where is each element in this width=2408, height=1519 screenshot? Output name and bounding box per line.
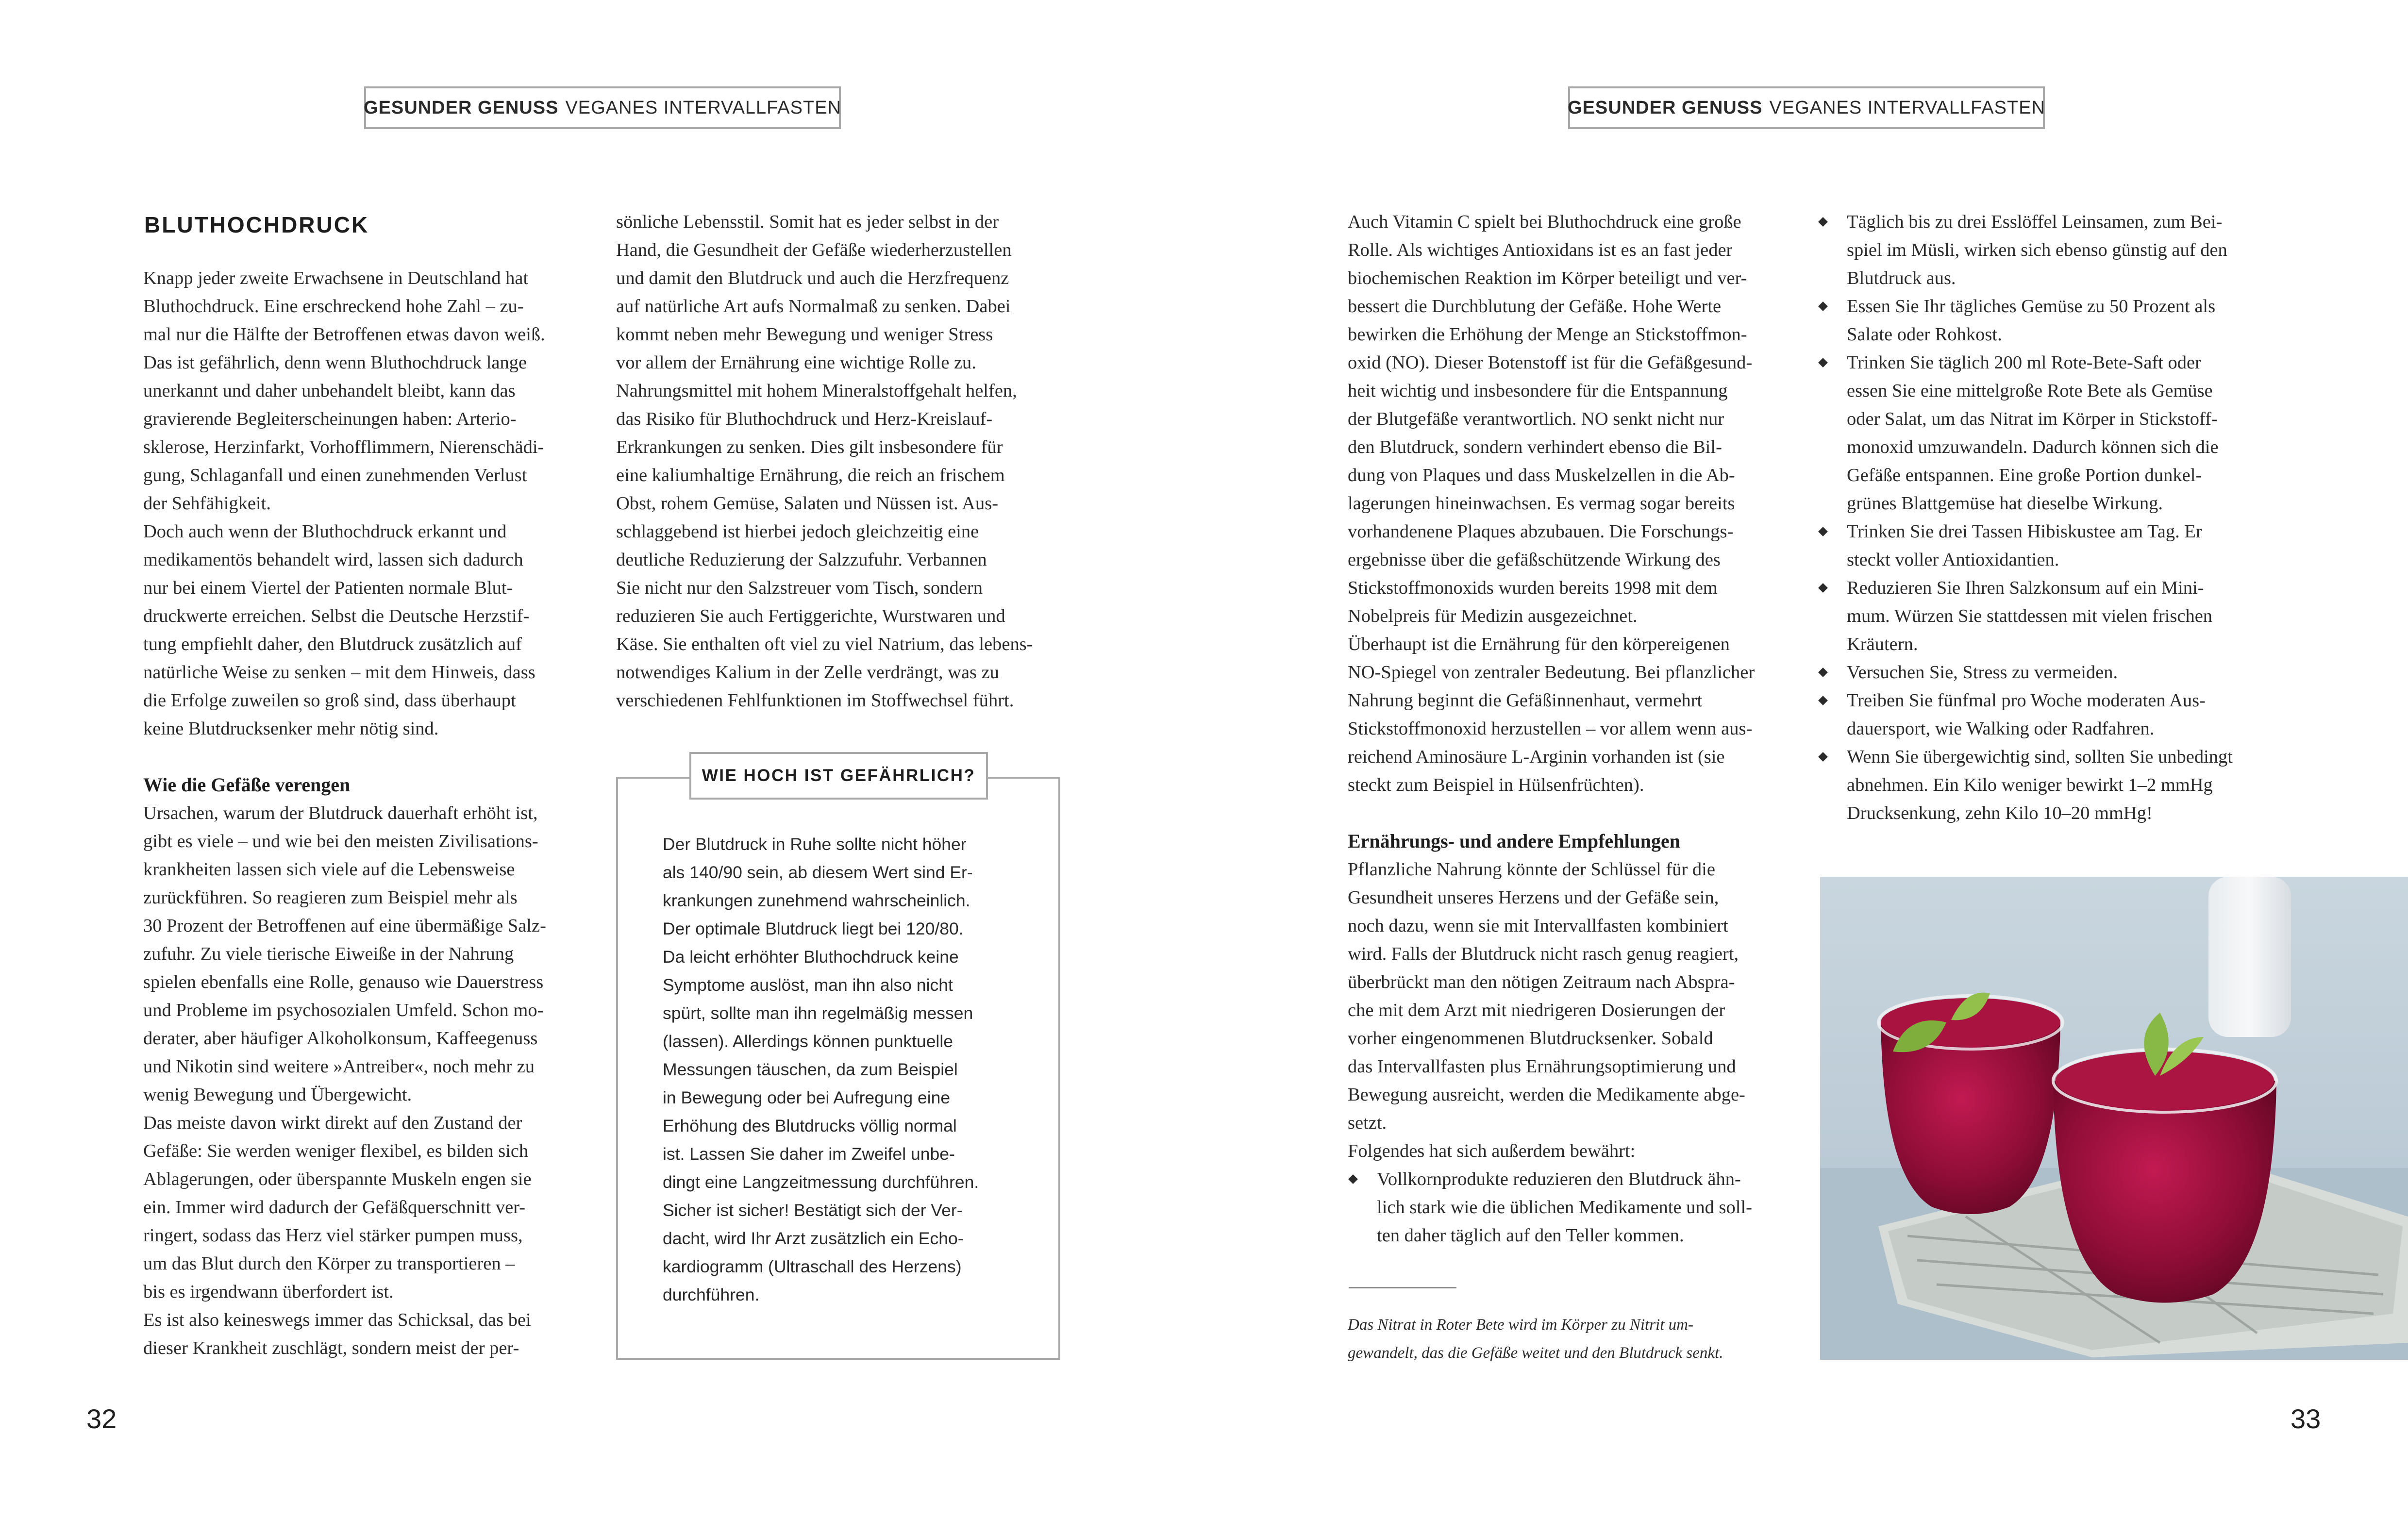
text-line: Treiben Sie fünfmal pro Woche moderaten Aus- bbox=[1847, 690, 2206, 711]
list-item bbox=[1818, 517, 2293, 574]
bullet-diamond-icon bbox=[1348, 1174, 1358, 1184]
text-line: Kräutern. bbox=[1847, 634, 1918, 654]
info-box-line: Symptome auslöst, man ihn also nicht bbox=[663, 975, 953, 995]
text-line: deutliche Reduzierung der Salzzufuhr. Verbannen bbox=[616, 550, 987, 570]
info-box-line: Messungen täuschen, da zum Beispiel bbox=[663, 1060, 958, 1079]
left-column-2 bbox=[616, 208, 1072, 715]
text-line: reichend Aminosäure L-Arginin vorhanden ist (sie bbox=[1348, 747, 1725, 767]
page-number-right: 33 bbox=[2291, 1403, 2321, 1434]
text-line: Doch auch wenn der Bluthochdruck erkannt und bbox=[143, 521, 507, 542]
text-line: der Sehfähigkeit. bbox=[143, 493, 271, 514]
text-line: Rolle. Als wichtiges Antioxidans ist es an fast jeder bbox=[1348, 240, 1733, 260]
text-line: heit wichtig und insbesondere für die Entspannung bbox=[1348, 381, 1728, 401]
text-line: Nahrungsmittel mit hohem Mineralstoffgehalt helfen, bbox=[616, 381, 1017, 401]
text-line: grünes Blattgemüse hat dieselbe Wirkung. bbox=[1847, 493, 2163, 514]
text-line: biochemischen Reaktion im Körper beteiligt und ver- bbox=[1348, 268, 1747, 288]
info-box-line: krankungen zunehmend wahrscheinlich. bbox=[663, 891, 970, 910]
list-item bbox=[1818, 292, 2293, 349]
section-paragraph bbox=[143, 799, 590, 1362]
info-box-line: Da leicht erhöhter Bluthochdruck keine bbox=[663, 947, 959, 967]
text-line: derater, aber häufiger Alkoholkonsum, Kaffeegenuss bbox=[143, 1028, 538, 1049]
text-line: vor allem der Ernährung eine wichtige Rolle zu. bbox=[616, 352, 976, 373]
bullet-diamond-icon bbox=[1818, 301, 1828, 311]
text-line: bis es irgendwann überfordert ist. bbox=[143, 1282, 394, 1302]
running-header-right bbox=[1568, 86, 2045, 129]
text-line: spiel im Müsli, wirken sich ebenso günstig auf den bbox=[1847, 240, 2227, 260]
info-box-line: Der optimale Blutdruck liegt bei 120/80. bbox=[663, 919, 964, 938]
text-line: noch dazu, wenn sie mit Intervallfasten kombiniert bbox=[1348, 916, 1728, 936]
text-line: mum. Würzen Sie stattdessen mit vielen frischen bbox=[1847, 606, 2213, 626]
text-line: Das ist gefährlich, denn wenn Bluthochdruck lange bbox=[143, 352, 527, 373]
recommendations-paragraph bbox=[1348, 855, 1804, 1165]
text-line: Drucksenkung, zehn Kilo 10–20 mmHg! bbox=[1847, 803, 2153, 823]
text-line: Sie nicht nur den Salzstreuer vom Tisch, sondern bbox=[616, 578, 983, 598]
bullet-diamond-icon bbox=[1818, 668, 1828, 677]
text-line: notwendiges Kalium in der Zelle verdrängt, was zu bbox=[616, 662, 1000, 683]
info-box-line: Sicher ist sicher! Bestätigt sich der Ver- bbox=[663, 1201, 963, 1220]
text-line: unerkannt und daher unbehandelt bleibt, kann das bbox=[143, 381, 516, 401]
bullet-diamond-icon bbox=[1818, 358, 1828, 367]
bullet-diamond-icon bbox=[1818, 752, 1828, 762]
page-number-left: 32 bbox=[86, 1403, 117, 1434]
tips-list bbox=[1818, 208, 2293, 827]
info-box-title: WIE HOCH IST GEFÄHRLICH? bbox=[689, 752, 988, 800]
text-line: Nobelpreis für Medizin ausgezeichnet. bbox=[1348, 606, 1638, 626]
text-line: wird. Falls der Blutdruck nicht rasch genug reagiert, bbox=[1348, 944, 1739, 964]
text-line: Überhaupt ist die Ernährung für den körpereigenen bbox=[1348, 634, 1730, 654]
text-line: Hand, die Gesundheit der Gefäße wiederherzustellen bbox=[616, 240, 1012, 260]
beetroot-juice-photo bbox=[1820, 877, 2408, 1360]
list-item bbox=[1818, 349, 2293, 517]
caption-line: gewandelt, das die Gefäße weitet und den Blutdruck senkt. bbox=[1348, 1344, 1723, 1362]
text-line: und Nikotin sind weitere »Antreiber«, noch mehr zu bbox=[143, 1056, 535, 1077]
section-subhead-right: Ernährungs- und andere Empfehlungen bbox=[1348, 830, 1680, 852]
info-box-line: ist. Lassen Sie daher im Zweifel unbe- bbox=[663, 1144, 955, 1164]
column-2-paragraph bbox=[616, 208, 1072, 715]
text-line: tung empfiehlt daher, den Blutdruck zusätzlich auf bbox=[143, 634, 522, 654]
info-box-line: Erhöhung des Blutdrucks völlig normal bbox=[663, 1116, 957, 1135]
caption-rule bbox=[1349, 1287, 1456, 1288]
info-box-line: Der Blutdruck in Ruhe sollte nicht höher bbox=[663, 835, 967, 854]
text-line: Bluthochdruck. Eine erschreckend hohe Zahl – zu- bbox=[143, 296, 524, 317]
image-caption bbox=[1348, 1311, 1794, 1367]
running-header-left bbox=[364, 86, 841, 129]
text-line: kommt neben mehr Bewegung und weniger Stress bbox=[616, 324, 993, 345]
bullet-diamond-icon bbox=[1818, 527, 1828, 536]
text-line: keine Blutdrucksenker mehr nötig sind. bbox=[143, 718, 439, 739]
info-box-line: in Bewegung oder bei Aufregung eine bbox=[663, 1088, 951, 1107]
text-line: Obst, rohem Gemüse, Salaten und Nüssen ist. Aus- bbox=[616, 493, 999, 514]
text-line: das Risiko für Bluthochdruck und Herz-Kreislauf- bbox=[616, 409, 993, 429]
info-box-line: (lassen). Allerdings können punktuelle bbox=[663, 1032, 953, 1051]
text-line: Ablagerungen, oder überspannte Muskeln engen sie bbox=[143, 1169, 532, 1189]
text-line: sönliche Lebensstil. Somit hat es jeder selbst in der bbox=[616, 212, 999, 232]
text-line: Gesundheit unseres Herzens und der Gefäße sein, bbox=[1348, 887, 1719, 908]
text-line: Wenn Sie übergewichtig sind, sollten Sie unbedingt bbox=[1847, 747, 2233, 767]
vitamin-paragraph bbox=[1348, 208, 1804, 799]
info-box-line: durchführen. bbox=[663, 1285, 760, 1304]
text-line: Gefäße: Sie werden weniger flexibel, es bilden sich bbox=[143, 1141, 529, 1161]
text-line: Trinken Sie drei Tassen Hibiskustee am Tag. Er bbox=[1847, 521, 2202, 542]
text-line: wenig Bewegung und Übergewicht. bbox=[143, 1085, 412, 1105]
text-line: und damit den Blutdruck und auch die Herzfrequenz bbox=[616, 268, 1009, 288]
text-line: ein. Immer wird dadurch der Gefäßquerschnitt ver- bbox=[143, 1197, 526, 1218]
text-line: bessert die Durchblutung der Gefäße. Hohe Werte bbox=[1348, 296, 1722, 317]
text-line: gravierende Begleiterscheinungen haben: Arterio- bbox=[143, 409, 517, 429]
text-line: druckwerte erreichen. Selbst die Deutsche Herzstif- bbox=[143, 606, 530, 626]
text-line: Das meiste davon wirkt direkt auf den Zustand der bbox=[143, 1113, 522, 1133]
text-line: Nahrung beginnt die Gefäßinnenhaut, vermehrt bbox=[1348, 690, 1703, 711]
list-item bbox=[1818, 686, 2293, 743]
text-line: lich stark wie die üblichen Medikamente und soll- bbox=[1377, 1197, 1753, 1218]
text-line: Versuchen Sie, Stress zu vermeiden. bbox=[1847, 662, 2118, 683]
text-line: den Blutdruck, sondern verhindert ebenso die Bil- bbox=[1348, 437, 1722, 457]
text-line: steckt voller Antioxidantien. bbox=[1847, 550, 2059, 570]
text-line: vorher eingenommenen Blutdrucksenker. Sobald bbox=[1348, 1028, 1713, 1049]
text-line: Salate oder Rohkost. bbox=[1847, 324, 2002, 345]
text-line: Auch Vitamin C spielt bei Bluthochdruck eine große bbox=[1348, 212, 1741, 232]
text-line: Bewegung ausreicht, werden die Medikamente abge- bbox=[1348, 1085, 1745, 1105]
header-section: GESUNDER GENUSS bbox=[1568, 97, 1763, 118]
text-line: dieser Krankheit zuschlägt, sondern meist der per- bbox=[143, 1338, 519, 1358]
text-line: Vollkornprodukte reduzieren den Blutdruck ähn- bbox=[1377, 1169, 1741, 1189]
text-line: krankheiten lassen sich viele auf die Lebensweise bbox=[143, 859, 515, 880]
bullet-diamond-icon bbox=[1818, 583, 1828, 593]
info-box-line: als 140/90 sein, ab diesem Wert sind Er- bbox=[663, 863, 973, 882]
left-column-1 bbox=[143, 264, 590, 1362]
text-line: ergebnisse über die gefäßschützende Wirkung des bbox=[1348, 550, 1721, 570]
text-line: lagerungen hineinwachsen. Es vermag sogar bereits bbox=[1348, 493, 1735, 514]
text-line: essen Sie eine mittelgroße Rote Bete als Gemüse bbox=[1847, 381, 2213, 401]
text-line: mal nur die Hälfte der Betroffenen etwas davon weiß. bbox=[143, 324, 545, 345]
text-line: Täglich bis zu drei Esslöffel Leinsamen, zum Bei- bbox=[1847, 212, 2223, 232]
text-line: Blutdruck aus. bbox=[1847, 268, 1956, 288]
text-line: nur bei einem Viertel der Patienten normale Blut- bbox=[143, 578, 513, 598]
text-line: eine kaliumhaltige Ernährung, die reich an frischem bbox=[616, 465, 1005, 485]
page-title: BLUTHOCHDRUCK bbox=[144, 212, 369, 237]
text-line: oxid (NO). Dieser Botenstoff ist für die Gefäßgesund- bbox=[1348, 352, 1753, 373]
text-line: steckt zum Beispiel in Hülsenfrüchten). bbox=[1348, 775, 1644, 795]
text-line: Reduzieren Sie Ihren Salzkonsum auf ein Mini- bbox=[1847, 578, 2204, 598]
info-box-line: dacht, wird Ihr Arzt zusätzlich ein Echo- bbox=[663, 1229, 964, 1248]
text-line: che mit dem Arzt mit niedrigeren Dosierungen der bbox=[1348, 1000, 1725, 1020]
text-line: setzt. bbox=[1348, 1113, 1387, 1133]
text-line: verschiedenen Fehlfunktionen im Stoffwechsel führt. bbox=[616, 690, 1014, 711]
text-line: und Probleme im psychosozialen Umfeld. Schon mo- bbox=[143, 1000, 544, 1020]
text-line: dauersport, wie Walking oder Radfahren. bbox=[1847, 718, 2155, 739]
info-box-line: spürt, sollte man ihn regelmäßig messen bbox=[663, 1003, 973, 1023]
text-line: natürliche Weise zu senken – mit dem Hinweis, dass bbox=[143, 662, 535, 683]
text-line: Essen Sie Ihr tägliches Gemüse zu 50 Prozent als bbox=[1847, 296, 2216, 317]
text-line: der Blutgefäße verantwortlich. NO senkt nicht nur bbox=[1348, 409, 1724, 429]
right-column-2 bbox=[1818, 208, 2293, 827]
header-subtitle: VEGANES INTERVALLFASTEN bbox=[1769, 97, 2045, 118]
text-line: bewirken die Erhöhung der Menge an Stickstoffmon- bbox=[1348, 324, 1747, 345]
text-line: oder Salat, um das Nitrat im Körper in Stickstoff- bbox=[1847, 409, 2218, 429]
list-item bbox=[1818, 743, 2293, 827]
text-line: überbrückt man den nötigen Zeitraum nach Abspra- bbox=[1348, 972, 1735, 992]
caption-line: Das Nitrat in Roter Bete wird im Körper zu Nitrit um- bbox=[1348, 1316, 1693, 1334]
text-line: NO-Spiegel von zentraler Bedeutung. Bei pflanzlicher bbox=[1348, 662, 1755, 683]
text-line: Stickstoffmonoxid herzustellen – vor allem wenn aus- bbox=[1348, 718, 1753, 739]
text-line: ten daher täglich auf den Teller kommen. bbox=[1377, 1225, 1684, 1246]
text-line: sklerose, Herzinfarkt, Vorhofflimmern, Nierenschädi- bbox=[143, 437, 544, 457]
header-subtitle: VEGANES INTERVALLFASTEN bbox=[565, 97, 841, 118]
text-line: das Intervallfasten plus Ernährungsoptimierung und bbox=[1348, 1056, 1736, 1077]
text-line: zufuhr. Zu viele tierische Eiweiße in der Nahrung bbox=[143, 944, 514, 964]
text-line: zurückführen. So reagieren zum Beispiel mehr als bbox=[143, 887, 518, 908]
text-line: dung von Plaques und dass Muskelzellen in die Ab- bbox=[1348, 465, 1735, 485]
text-line: reduzieren Sie auch Fertiggerichte, Wurstwaren und bbox=[616, 606, 1005, 626]
bullet-diamond-icon bbox=[1818, 217, 1828, 227]
list-item bbox=[1818, 658, 2293, 686]
info-box-text bbox=[663, 830, 1041, 1309]
text-line: Pflanzliche Nahrung könnte der Schlüssel für die bbox=[1348, 859, 1715, 880]
text-line: monoxid umzuwandeln. Dadurch können sich die bbox=[1847, 437, 2219, 457]
text-line: Knapp jeder zweite Erwachsene in Deutschland hat bbox=[143, 268, 529, 288]
text-line: Folgendes hat sich außerdem bewährt: bbox=[1348, 1141, 1636, 1161]
section-subhead: Wie die Gefäße verengen bbox=[143, 774, 351, 796]
text-line: Stickstoffmonoxids wurden bereits 1998 mit dem bbox=[1348, 578, 1718, 598]
text-line: gung, Schlaganfall und einen zunehmenden Verlust bbox=[143, 465, 527, 485]
text-line: auf natürliche Art aufs Normalmaß zu senken. Dabei bbox=[616, 296, 1011, 317]
text-line: medikamentös behandelt wird, lassen sich dadurch bbox=[143, 550, 523, 570]
intro-paragraph bbox=[143, 264, 590, 743]
text-line: 30 Prozent der Betroffenen auf eine übermäßige Salz- bbox=[143, 916, 546, 936]
text-line: Trinken Sie täglich 200 ml Rote-Bete-Saft oder bbox=[1847, 352, 2201, 373]
text-line: schlaggebend ist hierbei jedoch gleichzeitig eine bbox=[616, 521, 979, 542]
list-item bbox=[1818, 574, 2293, 658]
header-section: GESUNDER GENUSS bbox=[364, 97, 559, 118]
text-line: vorhandenene Plaques abzubauen. Die Forschungs- bbox=[1348, 521, 1734, 542]
text-line: gibt es viele – und wie bei den meisten Zivilisations- bbox=[143, 831, 538, 851]
text-line: Ursachen, warum der Blutdruck dauerhaft erhöht ist, bbox=[143, 803, 538, 823]
right-column-1 bbox=[1348, 208, 1804, 1250]
text-line: Gefäße entspannen. Eine große Portion dunkel- bbox=[1847, 465, 2202, 485]
bullet-diamond-icon bbox=[1818, 696, 1828, 705]
text-line: Käse. Sie enthalten oft viel zu viel Natrium, das lebens- bbox=[616, 634, 1033, 654]
text-line: die Erfolge zuweilen so groß sind, dass überhaupt bbox=[143, 690, 516, 711]
info-box-line: kardiogramm (Ultraschall des Herzens) bbox=[663, 1257, 962, 1276]
text-line: abnehmen. Ein Kilo weniger bewirkt 1–2 mmHg bbox=[1847, 775, 2213, 795]
text-line: Es ist also keineswegs immer das Schicksal, das bei bbox=[143, 1310, 531, 1330]
text-line: Erkrankungen zu senken. Dies gilt insbesondere für bbox=[616, 437, 1003, 457]
text-line: um das Blut durch den Körper zu transportieren – bbox=[143, 1253, 515, 1274]
text-line: spielen ebenfalls eine Rolle, genauso wie Dauerstress bbox=[143, 972, 544, 992]
list-item bbox=[1818, 208, 2293, 292]
text-line: ringert, sodass das Herz viel stärker pumpen muss, bbox=[143, 1225, 523, 1246]
list-item bbox=[1348, 1165, 1804, 1250]
info-box-line: dingt eine Langzeitmessung durchführen. bbox=[663, 1172, 979, 1192]
